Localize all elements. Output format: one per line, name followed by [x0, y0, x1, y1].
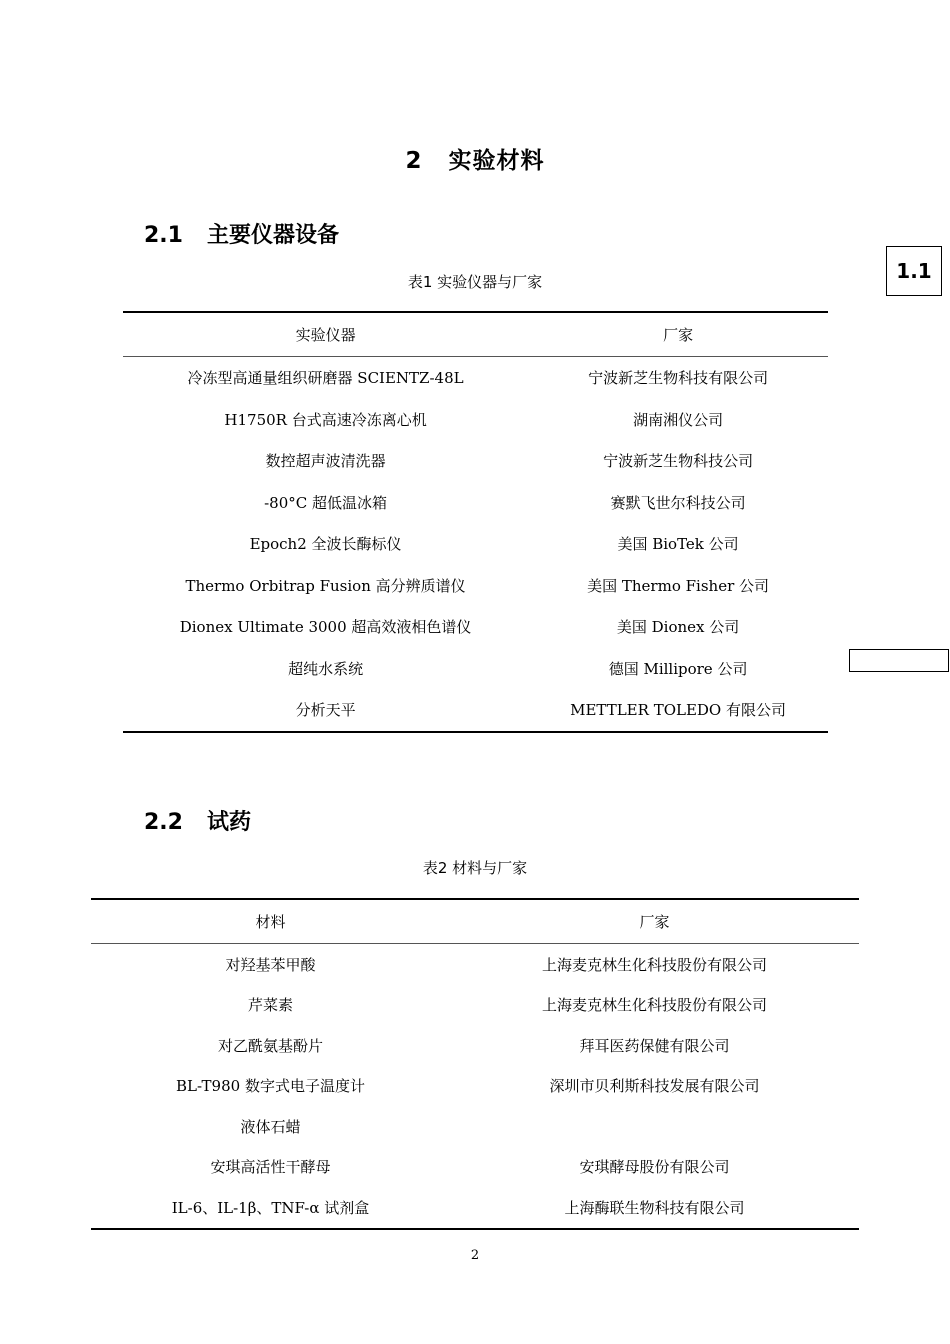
- table-cell: 美国 Dionex 公司: [616, 618, 740, 637]
- table-header-row: [123, 312, 828, 357]
- table-cell: 数控超声波清洗器: [265, 452, 386, 471]
- table-row: [123, 523, 828, 565]
- table-cell: 宁波新芝生物科技公司: [603, 452, 754, 471]
- section-title-reagents: [144, 805, 251, 836]
- table-row: [91, 1066, 859, 1107]
- table-cell: 安琪酵母股份有限公司: [579, 1158, 730, 1177]
- table-row: [91, 1025, 859, 1066]
- table-cell: Thermo Orbitrap Fusion 高分辨质谱仪: [185, 576, 466, 595]
- table-row: [91, 1147, 859, 1188]
- table-cell: 液体石蜡: [240, 1117, 301, 1136]
- table-row: [91, 1187, 859, 1229]
- table-cell: 湖南湘仪公司: [633, 410, 724, 429]
- margin-comment-box-empty: [849, 649, 949, 672]
- margin-comment-label: 1.1: [896, 259, 932, 283]
- table-cell: 深圳市贝利斯科技发展有限公司: [549, 1077, 760, 1096]
- table-cell: 超纯水系统: [288, 659, 364, 678]
- table-row: [123, 399, 828, 441]
- table-row: [123, 565, 828, 607]
- table-cell: BL-T980 数字式电子温度计: [176, 1077, 365, 1096]
- column-header: 实验仪器: [123, 312, 528, 357]
- table-cell: 分析天平: [123, 689, 528, 732]
- chapter-title: [0, 142, 950, 175]
- table-cell: 安琪高活性干酵母: [210, 1158, 331, 1177]
- table-row: [123, 648, 828, 690]
- table-header-row: [91, 899, 859, 944]
- table-cell: 上海酶联生物科技有限公司: [450, 1187, 859, 1229]
- table-cell: Epoch2 全波长酶标仪: [249, 535, 402, 554]
- page-number: 2: [470, 1248, 480, 1263]
- table-cell: 拜耳医药保健有限公司: [579, 1036, 730, 1055]
- table-row: [123, 606, 828, 648]
- instruments-table: [123, 311, 828, 733]
- table-cell: 德国 Millipore 公司: [608, 659, 748, 678]
- table-cell: 冷冻型高通量组织研磨器 SCIENTZ-48L: [187, 369, 464, 388]
- column-header: 厂家: [450, 899, 859, 944]
- table-row: [123, 440, 828, 482]
- table-cell: 美国 BioTek 公司: [617, 535, 739, 554]
- table-cell: 宁波新芝生物科技有限公司: [588, 369, 769, 388]
- column-header: 材料: [91, 899, 450, 944]
- materials-table: [91, 898, 859, 1230]
- table-row: [123, 482, 828, 524]
- table-cell: 对乙酰氨基酚片: [217, 1036, 323, 1055]
- table2-caption: 表2 材料与厂家: [422, 859, 528, 877]
- section-title-equipment: [144, 218, 339, 249]
- table1-caption: 表1 实验仪器与厂家: [407, 273, 543, 291]
- section-number: 2.1: [144, 223, 183, 248]
- table-row: [91, 985, 859, 1026]
- table-cell: H1750R 台式高速冷冻离心机: [224, 410, 427, 429]
- section-number: 2.2: [144, 810, 183, 835]
- table-cell: 上海麦克林生化科技股份有限公司: [541, 996, 767, 1015]
- table-cell: [450, 1106, 859, 1147]
- chapter-number: 2: [405, 148, 423, 174]
- table-cell: 芹菜素: [247, 996, 293, 1015]
- table-cell: 赛默飞世尔科技公司: [610, 493, 746, 512]
- table-row: [123, 689, 828, 732]
- column-header: 厂家: [528, 312, 828, 357]
- table-row: [91, 1106, 859, 1147]
- table-cell: IL-6、IL-1β、TNF-α 试剂盒: [91, 1187, 450, 1229]
- chapter-title-text: 实验材料: [448, 148, 545, 174]
- margin-comment-box: [886, 246, 942, 296]
- section-title-text: 试药: [206, 810, 251, 835]
- table-cell: 美国 Thermo Fisher 公司: [587, 576, 770, 595]
- table-cell: Dionex Ultimate 3000 超高效液相色谱仪: [179, 618, 472, 637]
- table-cell: -80°C 超低温冰箱: [264, 493, 388, 512]
- section-title-text: 主要仪器设备: [206, 223, 339, 248]
- table-row: [91, 944, 859, 985]
- table-row: [123, 357, 828, 399]
- table-cell: 对羟基苯甲酸: [225, 955, 316, 974]
- table-cell: 上海麦克林生化科技股份有限公司: [541, 955, 767, 974]
- table-cell: METTLER TOLEDO 有限公司: [528, 689, 828, 732]
